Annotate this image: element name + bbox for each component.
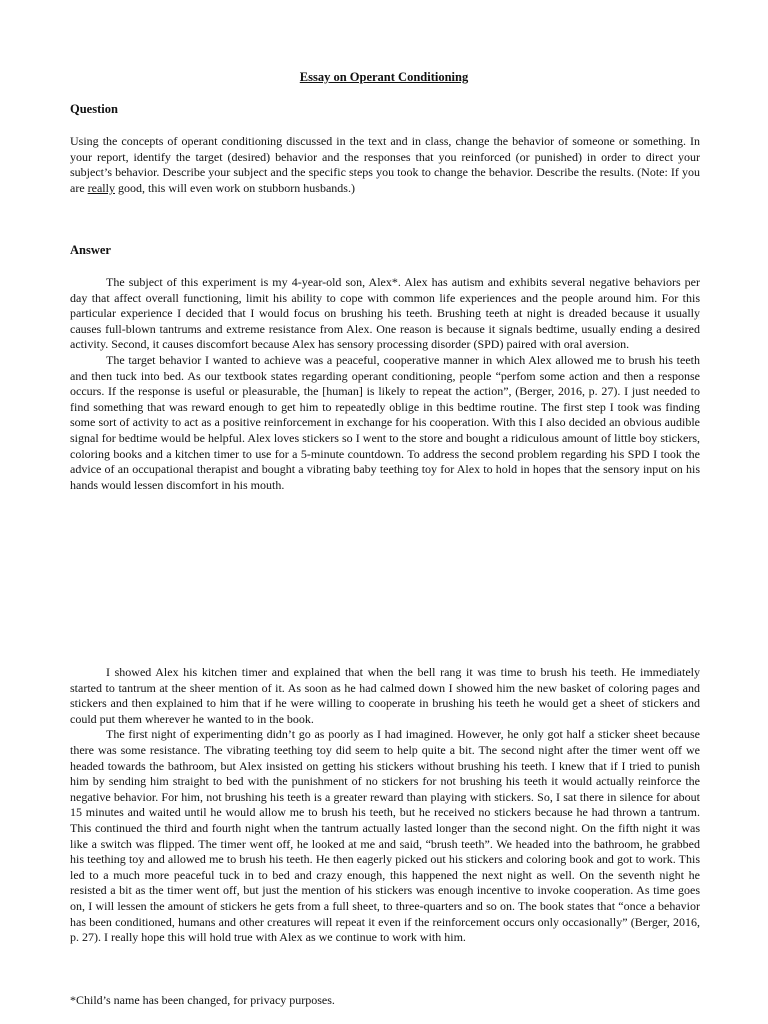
answer-paragraph: The first night of experimenting didn’t go as poorly as I had imagined. However, he only got half a sticker sheet because there was some resistance. The vibrating teething toy did seem to help quite a bit. The second night after the timer went off we headed towards the bathroom, but Alex insisted on getting his stickers without brushing his teeth. I knew that if I tried to punish him by sending him straight to bed with the punishment of no stickers for not brushing his teeth it would actually reinforce the negative behavior. For him, not brushing his teeth is a greater reward than playing with stickers. So, I sat there in silence for about 15 minutes and waited until he would allow me to brush his teeth, but he received no stickers because he had thrown a tantrum. This continued the third and fourth night when the tantrum actually lasted longer than the second night. On the fifth night it was like a switch was flipped. The timer went off, he looked at me and said, “brush teeth”. We headed into the bathroom, he grabbed his teething toy and allowed me to brush his teeth. He then eagerly picked out his stickers and coloring book and got to work. This led to a much more peaceful tuck in to bed and crazy enough, this happened the next night as well. On the seventh night he resisted a bit as the timer went off, but just the mention of his stickers was enough incentive to invoke cooperation. As time goes on, I will lessen the amount of stickers he gets from a full sheet, to three-quarters and so on. The book states that “once a behavior has been conditioned, humans and other creatures will repeat it even if the reinforcement occurs only occasionally” (Berger, 2016, p. 27). I really hope this will hold true with Alex as we continue to work with him. bbox=[70, 727, 700, 945]
question-heading: Question bbox=[70, 102, 118, 116]
question-underlined-word: really bbox=[87, 180, 115, 195]
answer-body-part2 bbox=[70, 665, 700, 946]
question-text-end: good, this will even work on stubborn husbands.) bbox=[114, 180, 355, 195]
answer-body-part1 bbox=[70, 275, 700, 493]
essay-title: Essay on Operant Conditioning bbox=[299, 70, 469, 84]
question-text-start: Using the concepts of operant conditioning discussed in the text and in class, change the behavior of someone or something. In your report, identify the target (desired) behavior and the responses that you reinforced (or punished) in order to direct your subject’s behavior. Describe your subject and the specific steps you took to change the behavior. Describe the results. (Note: If you are bbox=[70, 134, 700, 195]
answer-paragraph: The target behavior I wanted to achieve was a peaceful, cooperative manner in which Alex allowed me to brush his teeth and then tuck into bed. As our textbook states regarding operant conditioning, people “perfom some action and then a response occurs. If the response is useful or pleasurable, the [human] is likely to repeat the action”, (Berger, 2016, p. 27). I just needed to find something that was reward enough to get him to repeatedly oblige in this bedtime routine. The first step I took was finding some sort of activity to act as a positive reinforcement in exchange for his cooperation. With this I also decided an obvious audible signal for bedtime would be helpful. Alex loves stickers so I went to the store and bought a ridiculous amount of little boy stickers, coloring books and a kitchen timer to use for a 5-minute countdown. To address the second problem regarding his SPD I took the advice of an occupational therapist and bought a vibrating baby teething toy for Alex to hold in hopes that the sensory input on his hands would lessen discomfort in his mouth. bbox=[70, 352, 700, 492]
footnote: *Child’s name has been changed, for privacy purposes. bbox=[70, 993, 335, 1007]
question-body bbox=[70, 134, 700, 196]
answer-heading: Answer bbox=[70, 243, 111, 257]
answer-paragraph: I showed Alex his kitchen timer and explained that when the bell rang it was time to brush his teeth. He immediately started to tantrum at the sheer mention of it. As soon as he had calmed down I showed him the new basket of coloring pages and stickers and then explained to him that if he were willing to cooperate in brushing his teeth he would get a sheet of stickers and could put them wherever he wanted to in the book. bbox=[70, 665, 700, 726]
question-paragraph bbox=[70, 134, 700, 196]
answer-paragraph: The subject of this experiment is my 4-year-old son, Alex*. Alex has autism and exhibits several negative behaviors per day that affect overall functioning, limit his ability to cope with common life experiences and the people around him. For this particular experience I decided that I would focus on brushing his teeth. Brushing teeth at night is dreaded because it usually causes full-blown tantrums and extreme resistance from Alex. One reason is because it signals bedtime, usually ending a desired activity. Second, it causes discomfort because Alex has sensory processing disorder (SPD) paired with oral aversion. bbox=[70, 275, 700, 352]
